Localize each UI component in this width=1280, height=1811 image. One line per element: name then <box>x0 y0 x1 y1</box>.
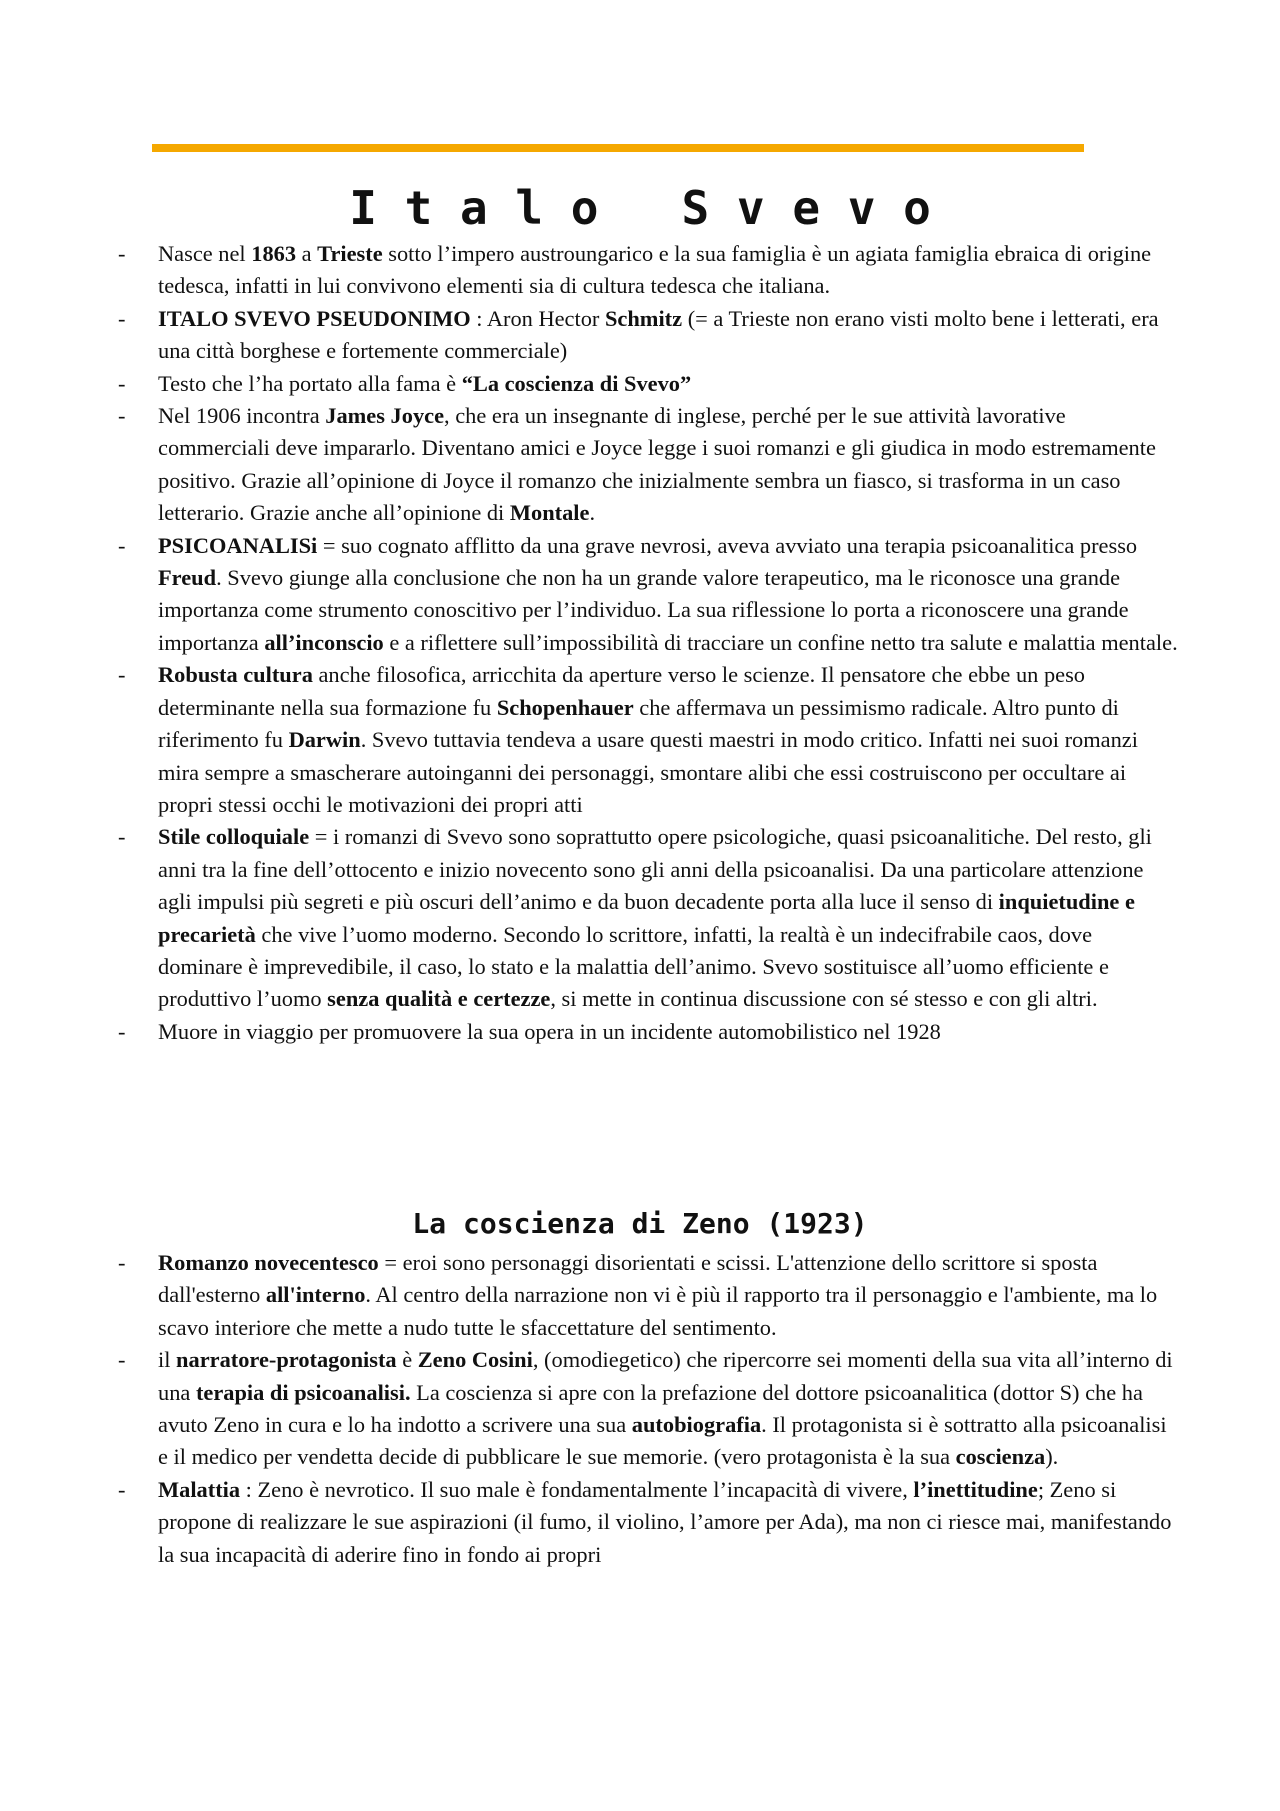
text-run: : Aron Hector <box>470 305 605 331</box>
list-item <box>118 659 1178 821</box>
page-title: I t a l o S v e v o <box>349 181 931 235</box>
header-rule <box>152 144 1084 152</box>
text-run: sotto l’impero austroungarico e la sua famiglia è un agiata famiglia ebraica di origine tedesca, infatti in lui convivono elementi sia di cultura tedesca che italiana. <box>158 241 1152 299</box>
text-run: e a riflettere sull’impossibilità di tracciare un confine netto tra salute e malattia mentale. <box>383 629 1178 655</box>
bold-text: autobiografia <box>631 1412 762 1438</box>
bold-text: Darwin <box>288 727 361 753</box>
bullet-dash: - <box>118 370 126 396</box>
bullet-dash: - <box>118 532 126 558</box>
list-item <box>118 1474 1178 1571</box>
text-run: che vive l’uomo moderno. Secondo lo scrittore, infatti, la realtà è un indecifrabile caos, dove dominare è imprevedibile, il caso, lo stato e la malattia dell’animo. Svevo sostituisce all’uomo efficiente e produttivo l’uomo <box>158 921 1109 1012</box>
bold-text: Zeno Cosini <box>417 1347 533 1373</box>
bullet-dash: - <box>118 403 126 429</box>
bold-text: Schmitz <box>604 305 683 331</box>
text-run: . Il protagonista si è sottratto alla psicoanalisi e il medico per vendetta decide di pubblicare le sue memorie. (vero protagonista è la sua <box>158 1412 1167 1470</box>
list-item <box>118 400 1178 530</box>
bold-text: all'interno <box>265 1282 366 1308</box>
bold-text: Malattia <box>158 1476 241 1502</box>
text-run: , si mette in continua discussione con sé stesso e con gli altri. <box>550 986 1098 1012</box>
text-run: che affermava un pessimismo radicale. Altro punto di riferimento fu <box>158 694 1119 753</box>
bold-text: Robusta cultura <box>158 662 313 688</box>
list-item <box>118 238 1178 303</box>
bullet-dash: - <box>118 1250 126 1275</box>
text-run: = eroi sono personaggi disorientati e scissi. L'attenzione dello scrittore si sposta dall'esterno <box>158 1250 1098 1308</box>
list-item <box>118 530 1178 660</box>
list-item <box>118 1247 1178 1344</box>
list-item <box>118 821 1178 1015</box>
list-item <box>118 303 1178 368</box>
bold-text: “La coscienza di Svevo” <box>461 370 692 396</box>
text-run: , che era un insegnante di inglese, perché per le sue attività lavorative commerciali deve impararlo. Diventano amici e Joyce legge i suoi romanzi e gli giudica in modo estremamente positivo. Grazie all’opinione di Joyce il romanzo che inizialmente sembra un fiasco, si trasforma in un caso letterario. Grazie anche all’opinione di <box>158 403 1156 526</box>
text-run: a <box>296 241 318 266</box>
biography-section <box>118 238 1178 1048</box>
novel-list <box>118 1247 1178 1571</box>
text-run: Nel 1906 incontra <box>158 403 326 429</box>
text-run: . <box>589 500 596 526</box>
text-run: il <box>158 1347 177 1373</box>
list-item <box>118 1016 1178 1048</box>
text-run: anche filosofica, arricchita da aperture verso le scienze. Il pensatore che ebbe un peso determinante nella sua formazione fu <box>158 662 1085 720</box>
text-run: = suo cognato afflitto da una grave nevrosi, aveva avviato una terapia psicoanalitica presso <box>317 532 1138 558</box>
bold-text: narratore-protagonista <box>176 1347 397 1373</box>
text-run: . Al centro della narrazione non vi è più il rapporto tra il personaggio e l'ambiente, ma lo scavo interiore che mette a nudo tutte le sfaccettature del sentimento. <box>158 1282 1158 1340</box>
bullet-dash: - <box>118 305 126 331</box>
bold-text: terapia di psicoanalisi. <box>195 1379 411 1405</box>
bullet-dash: - <box>118 1476 126 1502</box>
text-run: Muore in viaggio per promuovere la sua opera in un incidente automobilistico nel 1928 <box>158 1018 941 1044</box>
section-heading: La coscienza di Zeno (1923) <box>412 1207 868 1240</box>
bold-text: Montale <box>509 500 590 526</box>
bold-text: Stile colloquiale <box>158 824 310 850</box>
text-run: (= a Trieste non erano visti molto bene i letterati, era una città borghese e fortemente commerciale) <box>158 305 1159 364</box>
bullet-dash: - <box>118 824 126 850</box>
list-item <box>118 368 1178 400</box>
bullet-dash: - <box>118 241 126 266</box>
text-run: ; Zeno si propone di realizzare le sue aspirazioni (il fumo, il violino, l’amore per Ada), ma non ci riesce mai, manifestando la sua incapacità di aderire fino in fondo ai propri <box>158 1476 1172 1567</box>
bullet-dash: - <box>118 662 126 688</box>
text-run: , (omodiegetico) che ripercorre sei momenti della sua vita all’interno di una <box>158 1347 1173 1405</box>
text-run: Testo che l’ha portato alla fama è <box>158 370 462 396</box>
text-run: è <box>396 1347 418 1373</box>
novel-section <box>118 1247 1178 1571</box>
bullet-dash: - <box>118 1018 126 1044</box>
biography-list <box>118 238 1178 1048</box>
bold-text: all’inconscio <box>264 629 384 655</box>
bold-text: 1863 <box>251 241 297 266</box>
bold-text: PSICOANALISi <box>158 532 318 558</box>
bold-text: inquietudine e precarietà <box>158 889 1135 947</box>
bullet-dash: - <box>118 1347 126 1373</box>
bold-text: l’inettitudine <box>913 1476 1038 1502</box>
bold-text: ITALO SVEVO PSEUDONIMO <box>158 305 471 331</box>
text-run: = i romanzi di Svevo sono soprattutto opere psicologiche, quasi psicoanalitiche. Del resto, gli anni tra la fine dell’ottocento e inizio novecento sono gli anni della psicoanalisi. Da una particolare attenzione agli impulsi più segreti e più oscuri dell’animo e da buon decadente porta alla luce il senso di <box>158 824 1152 915</box>
bold-text: Trieste <box>317 241 383 266</box>
text-run: : Zeno è nevrotico. Il suo male è fondamentalmente l’incapacità di vivere, <box>240 1476 914 1502</box>
text-run: La coscienza si apre con la prefazione del dottore psicoanalitica (dottor S) che ha avuto Zeno in cura e lo ha indotto a scrivere una sua <box>158 1379 1143 1438</box>
bold-text: senza qualità e certezze <box>327 986 551 1012</box>
bold-text: Romanzo novecentesco <box>158 1250 379 1275</box>
text-run: . Svevo tuttavia tendeva a usare questi maestri in modo critico. Infatti nei suoi romanzi mira sempre a smascherare autoinganni dei personaggi, smontare alibi che essi costruiscono per occultare ai propri stessi occhi le motivazioni dei propri atti <box>158 727 1138 817</box>
list-item <box>118 1344 1178 1474</box>
text-run: Nasce nel <box>158 241 252 266</box>
bold-text: Schopenhauer <box>496 694 634 720</box>
text-run: . Svevo giunge alla conclusione che non ha un grande valore terapeutico, ma le riconosce una grande importanza come strumento conoscitivo per l’individuo. La sua riflessione lo porta a riconoscere una grande importanza <box>158 565 1129 655</box>
bold-text: Freud <box>158 565 217 591</box>
bold-text: James Joyce <box>325 403 445 429</box>
bold-text: coscienza <box>955 1444 1046 1470</box>
text-run: ). <box>1045 1444 1059 1470</box>
